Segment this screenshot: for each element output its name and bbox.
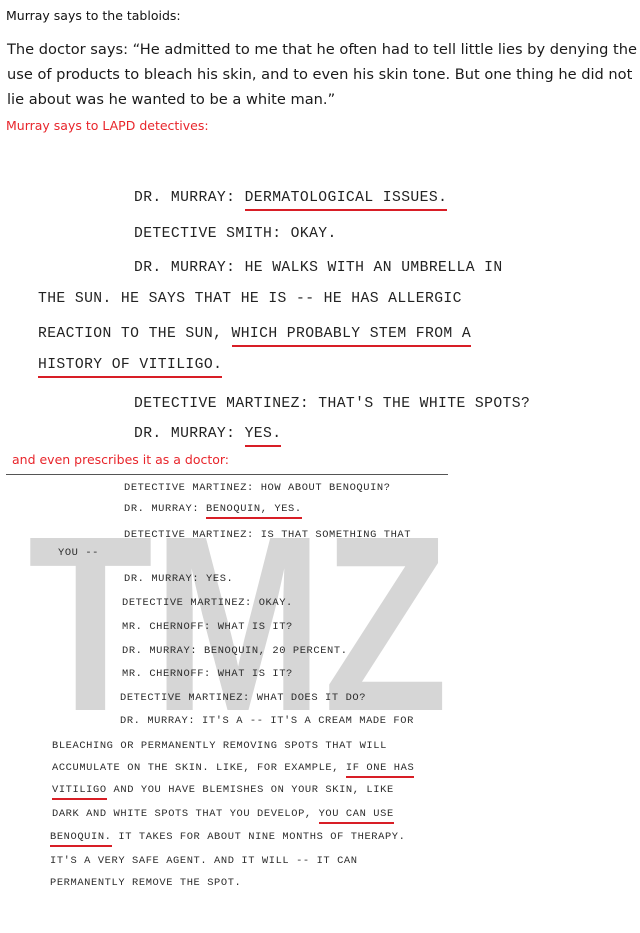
underlined-text: WHICH PROBABLY STEM FROM A xyxy=(232,326,472,347)
tabloid-quote xyxy=(7,37,638,112)
transcript-line: DETECTIVE MARTINEZ: IS THAT SOMETHING THAT xyxy=(124,529,412,541)
transcript-line: DR. MURRAY: IT'S A -- IT'S A CREAM MADE FOR xyxy=(120,715,414,727)
transcript-line xyxy=(134,426,281,447)
transcript-line: DR. MURRAY: HE WALKS WITH AN UMBRELLA IN xyxy=(134,260,503,276)
transcript-line xyxy=(52,808,394,824)
transcript-line xyxy=(124,503,302,519)
quote-line: The doctor says: “He admitted to me that he often had to tell little lies by denying the xyxy=(7,41,638,58)
caption-lapd: Murray says to LAPD detectives: xyxy=(6,118,209,133)
transcript-line: IT'S A VERY SAFE AGENT. AND IT WILL -- IT CAN xyxy=(50,855,358,867)
quote-line: lie about was he wanted to be a white man.” xyxy=(7,91,336,108)
underlined-text: BENOQUIN, YES. xyxy=(206,503,302,519)
underlined-text: YES. xyxy=(245,426,282,447)
transcript-line xyxy=(38,326,471,347)
underlined-text: IF ONE HAS xyxy=(346,762,414,778)
transcript-text: ACCUMULATE ON THE SKIN. LIKE, FOR EXAMPLE, xyxy=(52,762,346,774)
underlined-text: VITILIGO xyxy=(52,784,107,800)
transcript-line: DETECTIVE MARTINEZ: WHAT DOES IT DO? xyxy=(120,692,367,704)
transcript-line: MR. CHERNOFF: WHAT IS IT? xyxy=(122,668,293,680)
divider xyxy=(6,474,448,475)
transcript-line: YOU -- xyxy=(58,547,100,559)
transcript-line: DR. MURRAY: YES. xyxy=(124,573,234,585)
caption-prescribes: and even prescribes it as a doctor: xyxy=(12,452,230,467)
transcript-line xyxy=(38,357,222,378)
transcript-line: PERMANENTLY REMOVE THE SPOT. xyxy=(50,877,242,889)
transcript-line: DETECTIVE MARTINEZ: HOW ABOUT BENOQUIN? xyxy=(124,482,391,494)
transcript-line xyxy=(52,762,414,778)
transcript-text: AND YOU HAVE BLEMISHES ON YOUR SKIN, LIKE xyxy=(106,784,394,796)
underlined-text: DERMATOLOGICAL ISSUES. xyxy=(245,190,448,211)
speaker-text: DR. MURRAY: xyxy=(124,503,207,515)
transcript-line: BLEACHING OR PERMANENTLY REMOVING SPOTS THAT WILL xyxy=(52,740,387,752)
transcript-line xyxy=(52,784,394,800)
transcript-text: REACTION TO THE SUN, xyxy=(38,326,232,342)
transcript-line xyxy=(134,190,447,211)
speaker-text: DR. MURRAY: xyxy=(134,426,245,442)
transcript-line: THE SUN. HE SAYS THAT HE IS -- HE HAS ALLERGIC xyxy=(38,291,462,307)
watermark-text: TMZ xyxy=(28,520,448,730)
transcript-line: DETECTIVE MARTINEZ: THAT'S THE WHITE SPOTS? xyxy=(134,396,531,412)
transcript-line xyxy=(50,831,405,847)
speaker-text: DR. MURRAY: xyxy=(134,190,245,206)
transcript-line: DR. MURRAY: BENOQUIN, 20 PERCENT. xyxy=(122,645,348,657)
transcript-text: DARK AND WHITE SPOTS THAT YOU DEVELOP, xyxy=(52,808,319,820)
transcript-line: DETECTIVE SMITH: OKAY. xyxy=(134,226,337,242)
quote-line: use of products to bleach his skin, and to even his skin tone. But one thing he did not xyxy=(7,66,633,83)
transcript-line: MR. CHERNOFF: WHAT IS IT? xyxy=(122,621,293,633)
underlined-text: HISTORY OF VITILIGO. xyxy=(38,357,222,378)
transcript-line: DETECTIVE MARTINEZ: OKAY. xyxy=(122,597,293,609)
caption-tabloids: Murray says to the tabloids: xyxy=(6,8,181,23)
underlined-text: BENOQUIN. xyxy=(50,831,112,847)
transcript-text: IT TAKES FOR ABOUT NINE MONTHS OF THERAPY. xyxy=(111,831,406,843)
underlined-text: YOU CAN USE xyxy=(319,808,394,824)
